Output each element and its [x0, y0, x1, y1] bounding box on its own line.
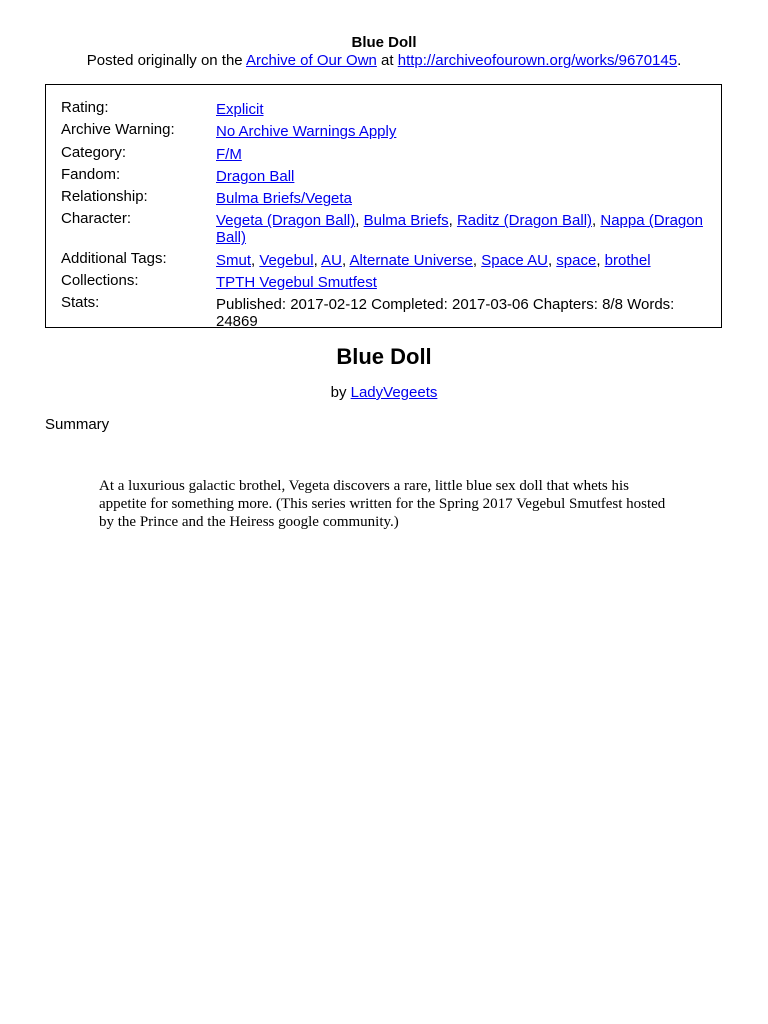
byline-prefix: by	[330, 384, 351, 401]
document-title: Blue Doll	[351, 34, 417, 51]
tag-link[interactable]: Space AU	[481, 251, 548, 269]
stats-label: Stats:	[61, 294, 100, 312]
character-link[interactable]: Vegeta (Dragon Ball)	[216, 212, 356, 230]
meta-row-tags: Additional Tags: Smut, Vegebul, AU, Alternate Universe, Space AU, space, brothel	[61, 249, 651, 269]
meta-row-relationship	[61, 188, 705, 207]
meta-row-character: Character: Vegeta (Dragon Ball), Bulma Briefs, Raditz (Dragon Ball), Nappa (Dragon Ball)	[61, 210, 703, 247]
tag-link[interactable]: brothel	[604, 251, 651, 269]
meta-row-warning	[61, 121, 705, 140]
warning-link[interactable]: No Archive Warnings Apply	[216, 123, 397, 141]
posted-prefix: Posted originally on the	[86, 52, 246, 69]
tag-link[interactable]: Alternate Universe	[349, 251, 473, 269]
work-url-link[interactable]: http://archiveofourown.org/works/9670145	[397, 52, 678, 69]
category-label: Category:	[61, 143, 127, 161]
relationship-link[interactable]: Bulma Briefs/Vegeta	[216, 190, 352, 208]
summary-text: At a luxurious galactic brothel, Vegeta discovers a rare, little blue sex doll that whets his appetite for something more. (This series written for the Spring 2017 Vegebul Smutfest hosted by the Prince and the Heiress google community.)	[99, 478, 666, 530]
meta-row-stats	[61, 294, 705, 330]
tag-link[interactable]: AU	[321, 251, 342, 269]
tag-link[interactable]: space	[556, 251, 597, 269]
rating-link[interactable]: Explicit	[216, 101, 264, 118]
posted-line	[0, 52, 768, 70]
tag-link[interactable]: Vegebul	[259, 251, 314, 269]
meta-row-fandom	[61, 166, 705, 185]
fandom-link[interactable]: Dragon Ball	[216, 167, 295, 185]
character-link[interactable]: Raditz (Dragon Ball)	[456, 212, 593, 230]
relationship-label: Relationship:	[61, 188, 148, 206]
rating-label: Rating:	[61, 99, 109, 116]
author-link[interactable]: LadyVegeets	[350, 384, 438, 401]
warning-label: Archive Warning:	[61, 121, 175, 139]
archive-link[interactable]: Archive of Our Own	[246, 52, 377, 69]
byline	[0, 384, 768, 401]
character-link[interactable]: Nappa (Dragon Ball)	[216, 212, 703, 247]
fandom-label: Fandom:	[61, 165, 121, 183]
document-header	[0, 0, 768, 70]
summary-heading: Summary	[45, 416, 110, 433]
meta-row-category	[61, 144, 705, 163]
posted-period: .	[677, 52, 682, 69]
stats-value: Published: 2017-02-12 Completed: 2017-03-06 Chapters: 8/8 Words: 24869	[216, 296, 675, 331]
posted-at: at	[376, 52, 398, 69]
collections-label: Collections:	[61, 272, 139, 290]
collection-link[interactable]: TPTH Vegebul Smutfest	[216, 274, 377, 292]
meta-row-collections	[61, 272, 705, 291]
work-meta-box	[45, 84, 722, 331]
tag-link[interactable]: Smut	[216, 251, 252, 269]
category-link[interactable]: F/M	[216, 145, 242, 163]
character-link[interactable]: Bulma Briefs	[363, 212, 449, 230]
work-title: Blue Doll	[336, 344, 432, 369]
character-label: Character:	[61, 210, 132, 228]
tags-label: Additional Tags:	[61, 249, 167, 267]
meta-row-rating	[61, 99, 705, 118]
